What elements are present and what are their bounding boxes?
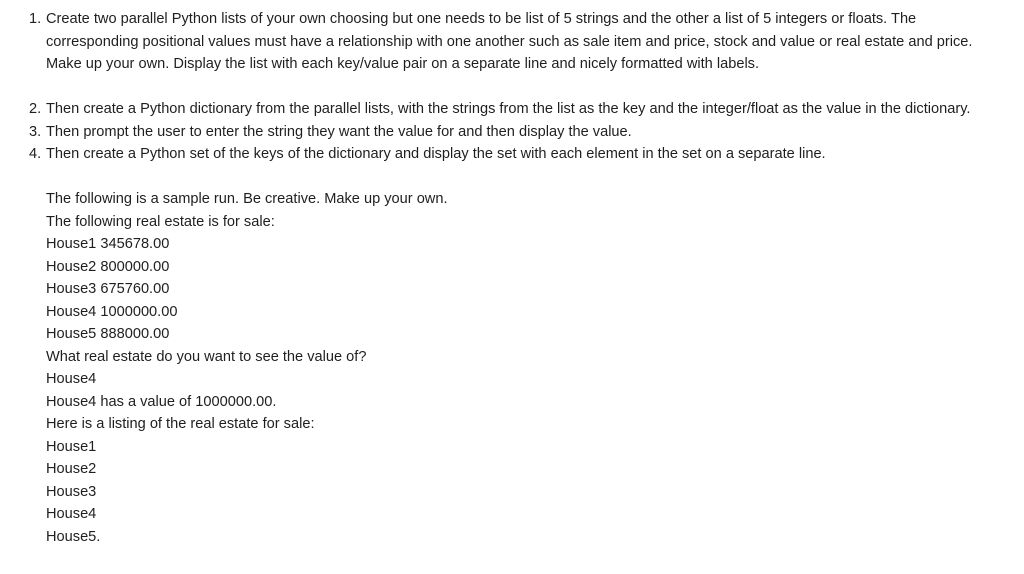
spacer bbox=[0, 166, 1024, 189]
instruction-item-4 bbox=[0, 143, 1024, 166]
sample-line: House2 bbox=[46, 461, 97, 477]
instruction-number: 1. bbox=[29, 11, 42, 27]
instruction-item-2 bbox=[0, 98, 1024, 121]
sample-line: The following real estate is for sale: bbox=[46, 213, 275, 230]
sample-line: What real estate do you want to see the value of? bbox=[46, 348, 367, 365]
sample-line: House3 675760.00 bbox=[46, 281, 170, 297]
instruction-number: 3. bbox=[29, 123, 42, 140]
instruction-number: 4. bbox=[29, 146, 42, 162]
sample-run bbox=[0, 188, 1024, 548]
sample-line: House1 bbox=[46, 438, 97, 455]
instruction-text: Then create a Python dictionary from the parallel lists, with the strings from the list as the key and the integer/float as the value in the dictionary. bbox=[46, 101, 971, 117]
assignment-document bbox=[0, 8, 1024, 548]
instruction-item-3 bbox=[0, 121, 1024, 144]
instruction-text: Then create a Python set of the keys of the dictionary and display the set with each element in the set on a separate line. bbox=[46, 146, 826, 162]
instruction-text: Then prompt the user to enter the string they want the value for and then display the value. bbox=[46, 123, 632, 140]
sample-line: House5. bbox=[46, 528, 101, 545]
sample-line: The following is a sample run. Be creative. Make up your own. bbox=[46, 191, 448, 207]
instruction-number: 2. bbox=[29, 101, 42, 117]
sample-line: House4 bbox=[46, 506, 97, 522]
spacer bbox=[0, 76, 1024, 99]
sample-line: House1 345678.00 bbox=[46, 236, 170, 252]
sample-line: House4 has a value of 1000000.00. bbox=[46, 393, 277, 410]
instruction-item-1 bbox=[0, 8, 1024, 76]
sample-line: House2 800000.00 bbox=[46, 258, 170, 275]
instruction-text: Create two parallel Python lists of your own choosing but one needs to be list of 5 strings and the other a list of 5 integers or floats. The corresponding positional values must have a relationship with one another such as sale item and price, stock and value or real estate and price. Make up your own. Display the list with each key/value pair on a separate line and nicely formatted with labels. bbox=[46, 11, 973, 72]
sample-line: House4 bbox=[46, 371, 97, 387]
sample-line: House5 888000.00 bbox=[46, 326, 170, 342]
sample-line: Here is a listing of the real estate for sale: bbox=[46, 416, 315, 432]
sample-line: House3 bbox=[46, 483, 97, 500]
sample-line: House4 1000000.00 bbox=[46, 303, 178, 320]
instruction-list bbox=[0, 8, 1024, 166]
